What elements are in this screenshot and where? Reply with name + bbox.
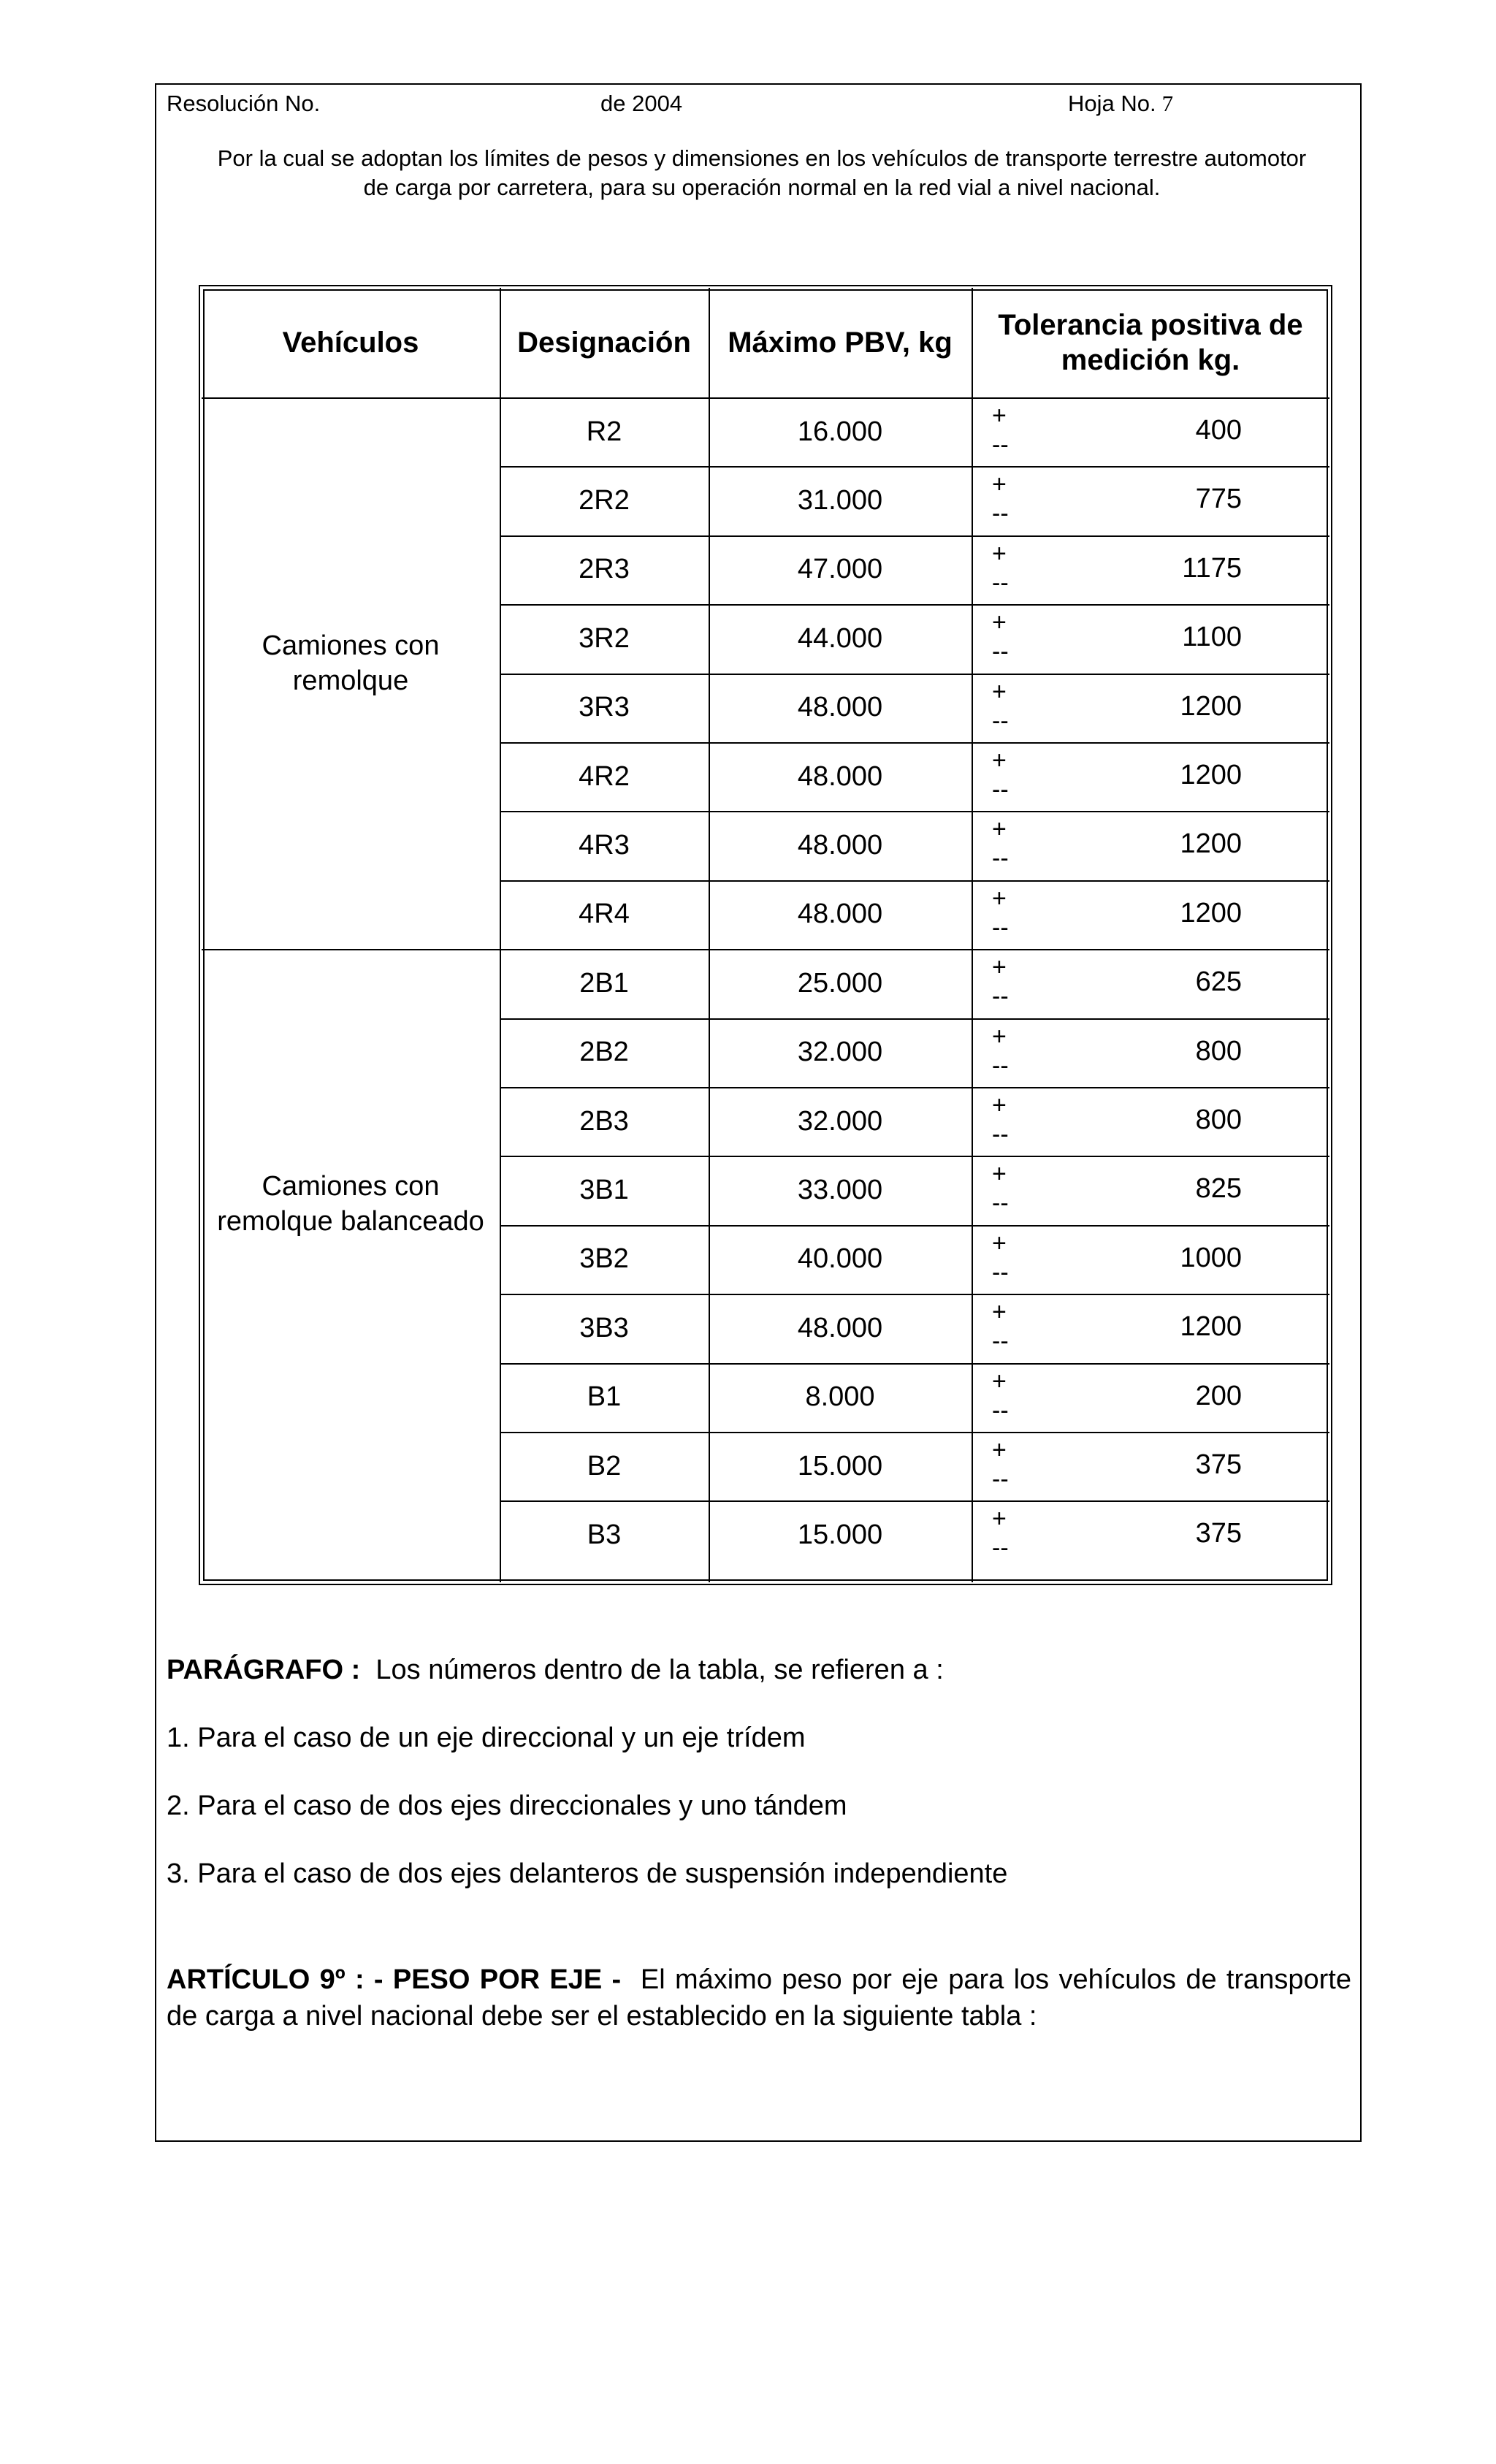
cell-tolerancia: 775 bbox=[1195, 484, 1242, 515]
header-designacion: Designación bbox=[517, 327, 691, 359]
tolerance-plus-sign: + bbox=[992, 677, 1007, 706]
cell-designacion: 3B1 bbox=[579, 1175, 629, 1206]
cell-tolerancia: 825 bbox=[1195, 1173, 1242, 1205]
tolerance-plus-sign: + bbox=[992, 1367, 1007, 1395]
tolerance-plus-sign: + bbox=[992, 402, 1007, 430]
tolerance-plus-sign: + bbox=[992, 1436, 1007, 1464]
document-subtitle bbox=[168, 144, 1356, 202]
cell-maximo-pbv: 16.000 bbox=[797, 416, 883, 447]
cell-tolerancia: 1200 bbox=[1180, 828, 1242, 860]
cell-tolerancia: 400 bbox=[1195, 415, 1242, 446]
tolerance-minus-sign: -- bbox=[992, 1121, 1009, 1148]
cell-tolerancia: 1100 bbox=[1182, 622, 1242, 653]
paragrafo-text: Los números dentro de la tabla, se refieren a : bbox=[375, 1655, 944, 1685]
tolerance-minus-sign: -- bbox=[992, 776, 1009, 804]
tolerance-minus-sign: -- bbox=[992, 500, 1009, 528]
tolerance-minus-sign: -- bbox=[992, 568, 1009, 597]
paragrafo-item-2: 2. Para el caso de dos ejes direccionales y uno tándem bbox=[167, 1790, 847, 1821]
cell-tolerancia: 375 bbox=[1195, 1518, 1242, 1549]
group-camiones-remolque bbox=[202, 628, 500, 698]
cell-designacion: 4R4 bbox=[579, 899, 630, 930]
articulo-9 bbox=[167, 1961, 1351, 2034]
tolerance-plus-sign: + bbox=[992, 747, 1007, 774]
tolerance-plus-sign: + bbox=[992, 1229, 1007, 1257]
cell-tolerancia: 1200 bbox=[1180, 897, 1242, 928]
cell-maximo-pbv: 48.000 bbox=[797, 760, 883, 792]
cell-tolerancia: 1000 bbox=[1180, 1242, 1242, 1273]
hoja-number bbox=[1068, 91, 1173, 117]
cell-designacion: 3B3 bbox=[579, 1312, 629, 1343]
tolerance-plus-sign: + bbox=[992, 1022, 1007, 1050]
tolerance-minus-sign: -- bbox=[992, 431, 1009, 459]
tolerance-minus-sign: -- bbox=[992, 983, 1009, 1011]
cell-maximo-pbv: 44.000 bbox=[797, 622, 883, 654]
header-vehiculos: Vehículos bbox=[282, 327, 419, 359]
cell-tolerancia: 800 bbox=[1195, 1105, 1242, 1135]
header-tolerancia-line-1: Tolerancia positiva de bbox=[998, 309, 1303, 341]
cell-designacion: 3R3 bbox=[579, 692, 630, 723]
header-maximo-pbv: Máximo PBV, kg bbox=[728, 327, 953, 359]
cell-tolerancia: 1175 bbox=[1182, 552, 1242, 584]
cell-maximo-pbv: 8.000 bbox=[805, 1381, 875, 1413]
cell-maximo-pbv: 32.000 bbox=[797, 1105, 883, 1137]
cell-designacion: 2R3 bbox=[579, 554, 630, 585]
cell-designacion: 4R3 bbox=[579, 830, 630, 861]
tolerance-minus-sign: -- bbox=[992, 1327, 1009, 1356]
table-column-divider bbox=[972, 288, 973, 1582]
tolerance-minus-sign: -- bbox=[992, 638, 1009, 666]
tolerance-plus-sign: + bbox=[992, 953, 1007, 982]
cell-designacion: 2B3 bbox=[579, 1105, 629, 1137]
cell-designacion: 3R2 bbox=[579, 622, 630, 654]
cell-maximo-pbv: 25.000 bbox=[797, 967, 883, 999]
cell-maximo-pbv: 48.000 bbox=[797, 830, 883, 861]
cell-designacion: B1 bbox=[587, 1381, 622, 1413]
cell-designacion: B2 bbox=[587, 1450, 622, 1481]
cell-maximo-pbv: 40.000 bbox=[797, 1243, 883, 1275]
group-label-line-1: Camiones con bbox=[262, 1171, 440, 1202]
cell-tolerancia: 1200 bbox=[1180, 760, 1242, 790]
tolerance-minus-sign: -- bbox=[992, 913, 1009, 942]
tolerance-minus-sign: -- bbox=[992, 1258, 1009, 1286]
subtitle-line-1: Por la cual se adoptan los límites de pesos y dimensiones en los vehículos de transporte terrestre automotor bbox=[217, 145, 1307, 171]
group-label-line-2: remolque bbox=[292, 665, 409, 696]
resolucion-label: Resolución No. bbox=[167, 91, 321, 116]
tolerance-minus-sign: -- bbox=[992, 1534, 1009, 1563]
cell-designacion: B3 bbox=[587, 1519, 622, 1551]
group-camiones-remolque-balanceado bbox=[202, 1169, 500, 1239]
cell-maximo-pbv: 47.000 bbox=[797, 554, 883, 585]
cell-designacion: 2R2 bbox=[579, 485, 630, 516]
header-tolerancia bbox=[972, 288, 1329, 397]
cell-designacion: 2B2 bbox=[579, 1037, 629, 1068]
cell-maximo-pbv: 48.000 bbox=[797, 899, 883, 930]
cell-maximo-pbv: 15.000 bbox=[797, 1519, 883, 1551]
cell-maximo-pbv: 31.000 bbox=[797, 485, 883, 516]
tolerance-plus-sign: + bbox=[992, 1505, 1007, 1533]
tolerance-plus-sign: + bbox=[992, 884, 1007, 912]
paragrafo-item-3: 3. Para el caso de dos ejes delanteros de suspensión independiente bbox=[167, 1858, 1008, 1889]
tolerance-minus-sign: -- bbox=[992, 844, 1009, 873]
hoja-label: Hoja No. bbox=[1068, 91, 1156, 116]
group-label-line-1: Camiones con bbox=[262, 630, 440, 661]
paragrafo-item-1: 1. Para el caso de un eje direccional y un eje trídem bbox=[167, 1723, 806, 1753]
cell-tolerancia: 625 bbox=[1195, 966, 1242, 998]
cell-tolerancia: 375 bbox=[1195, 1449, 1242, 1480]
cell-tolerancia: 200 bbox=[1195, 1380, 1242, 1411]
tolerance-plus-sign: + bbox=[992, 1160, 1007, 1189]
tolerance-minus-sign: -- bbox=[992, 1396, 1009, 1424]
tolerance-minus-sign: -- bbox=[992, 1465, 1009, 1493]
cell-designacion: 2B1 bbox=[579, 967, 629, 999]
cell-maximo-pbv: 15.000 bbox=[797, 1450, 883, 1481]
cell-maximo-pbv: 32.000 bbox=[797, 1037, 883, 1068]
tolerance-plus-sign: + bbox=[992, 470, 1007, 499]
cell-maximo-pbv: 48.000 bbox=[797, 1312, 883, 1343]
cell-maximo-pbv: 33.000 bbox=[797, 1175, 883, 1206]
paragrafo-label: PARÁGRAFO : bbox=[167, 1655, 361, 1685]
paragrafo bbox=[167, 1655, 944, 1686]
articulo-label: ARTÍCULO 9º : - PESO POR EJE - bbox=[167, 1964, 622, 1995]
cell-maximo-pbv: 48.000 bbox=[797, 692, 883, 723]
tolerance-plus-sign: + bbox=[992, 815, 1007, 844]
header-tolerancia-line-2: medición kg. bbox=[1061, 344, 1240, 376]
tolerance-minus-sign: -- bbox=[992, 1189, 1009, 1218]
articulo-text: El máximo peso por eje para los vehículos de transporte de carga a nivel nacional debe ser el establecido en la siguiente tabla : bbox=[167, 1964, 1351, 2032]
tolerance-minus-sign: -- bbox=[992, 706, 1009, 735]
hoja-num: 7 bbox=[1161, 91, 1174, 116]
tolerance-plus-sign: + bbox=[992, 1298, 1007, 1327]
resolucion-year: de 2004 bbox=[600, 91, 683, 116]
group-label-line-2: remolque balanceado bbox=[217, 1206, 484, 1237]
cell-tolerancia: 1200 bbox=[1180, 1311, 1242, 1343]
tolerance-minus-sign: -- bbox=[992, 1051, 1009, 1080]
cell-designacion: R2 bbox=[586, 416, 622, 447]
cell-tolerancia: 1200 bbox=[1180, 690, 1242, 722]
cell-designacion: 3B2 bbox=[579, 1243, 629, 1275]
subtitle-line-2: de carga por carretera, para su operación normal en la red vial a nivel nacional. bbox=[363, 175, 1161, 200]
cell-tolerancia: 800 bbox=[1195, 1035, 1242, 1067]
tolerance-plus-sign: + bbox=[992, 539, 1007, 568]
tolerance-plus-sign: + bbox=[992, 1091, 1007, 1119]
cell-designacion: 4R2 bbox=[579, 760, 630, 792]
tolerance-plus-sign: + bbox=[992, 609, 1007, 637]
